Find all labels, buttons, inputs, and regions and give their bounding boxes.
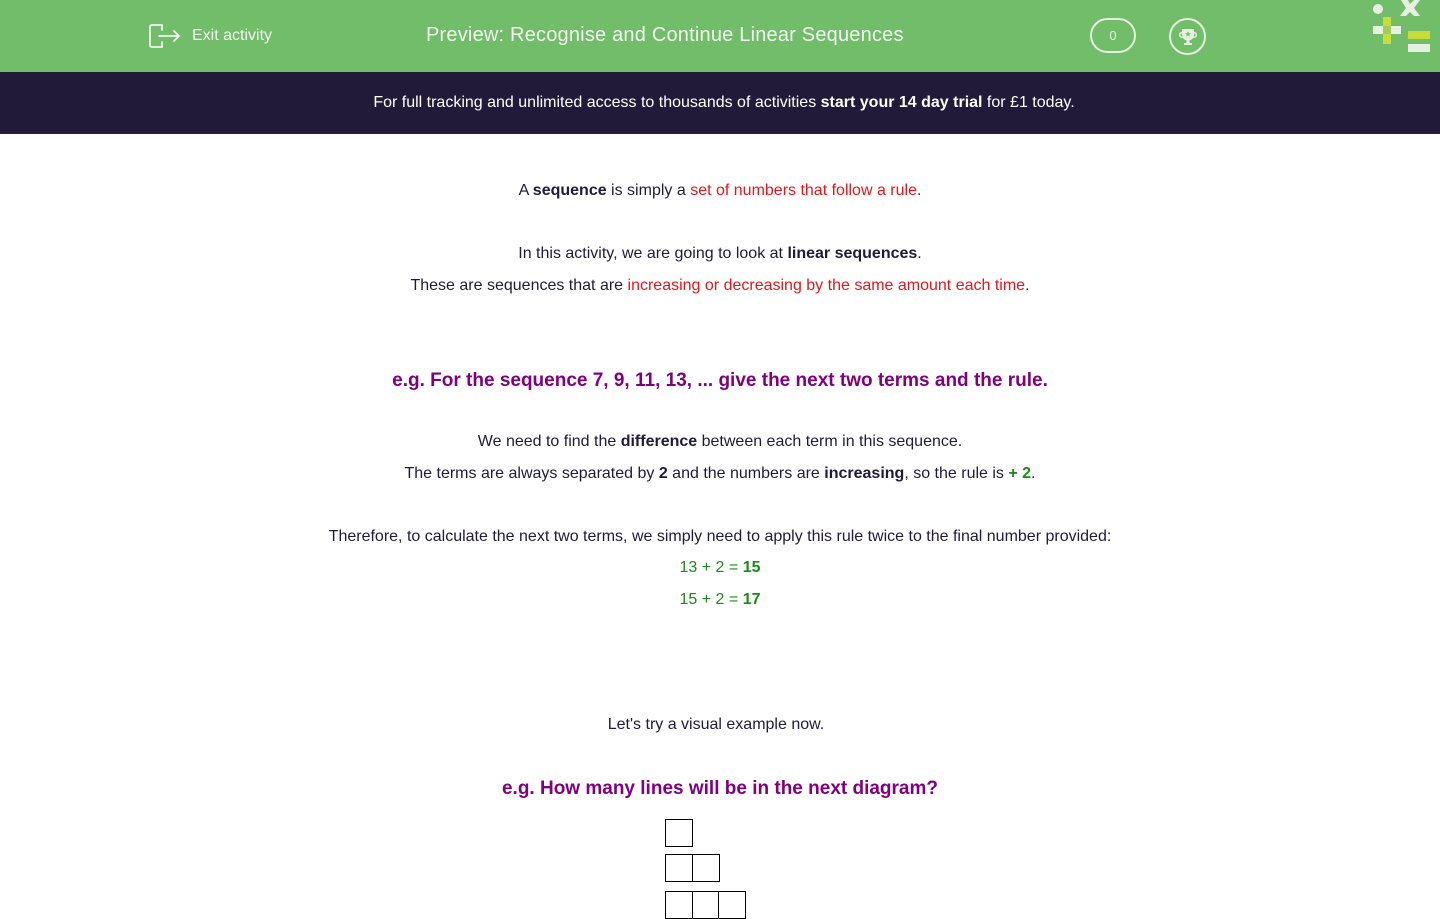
text: .	[917, 245, 922, 262]
top-bar	[0, 0, 1440, 72]
square	[665, 854, 693, 882]
score-badge: 0	[1090, 18, 1136, 53]
square	[692, 891, 720, 919]
pattern-2	[665, 854, 718, 882]
brand-logo-icon	[1368, 0, 1440, 56]
linear-definition	[0, 277, 1440, 295]
page-title: Preview: Recognise and Continue Linear Sequences	[426, 24, 904, 46]
keyword-increasing: increasing	[824, 465, 905, 482]
calc-expression: 13 + 2 =	[679, 559, 743, 576]
pattern-1	[665, 819, 692, 847]
text: between each term in this sequence.	[697, 433, 963, 450]
square	[718, 891, 746, 919]
apply-rule-paragraph: Therefore, to calculate the next two terms, we simply need to apply this rule twice to the final number provided:	[328, 528, 1112, 545]
highlight-definition: increasing or decreasing by the same amount each time	[627, 277, 1026, 294]
text: In this activity, we are going to look at	[518, 245, 788, 262]
linear-intro	[0, 245, 1440, 263]
calculation-1	[0, 559, 1440, 577]
text: The terms are always separated by	[404, 465, 659, 482]
text: A	[518, 182, 533, 199]
keyword-difference: difference	[620, 433, 698, 450]
exit-activity-button[interactable]	[148, 20, 272, 52]
text: and the numbers are	[667, 465, 825, 482]
highlight-definition: set of numbers that follow a rule	[690, 182, 917, 199]
text: is simply a	[606, 182, 691, 199]
text: These are sequences that are	[410, 277, 628, 294]
trophy-button[interactable]	[1169, 18, 1206, 55]
text: , so the rule is	[904, 465, 1009, 482]
calc-result: 17	[742, 591, 761, 608]
keyword-2: 2	[658, 465, 668, 482]
text: We need to find the	[477, 433, 621, 450]
text: .	[916, 182, 922, 199]
rule-paragraph	[0, 465, 1440, 483]
text: .	[1031, 465, 1036, 482]
trial-link[interactable]: start your 14 day trial	[820, 94, 983, 111]
square	[665, 819, 693, 847]
keyword-linear-sequences: linear sequences	[787, 245, 918, 262]
visual-intro: Let's try a visual example now.	[607, 716, 825, 733]
pattern-3	[665, 891, 745, 919]
banner-text-end: for £1 today.	[982, 94, 1075, 111]
exit-icon	[148, 21, 182, 51]
example-heading-1: e.g. For the sequence 7, 9, 11, 13, ... give the next two terms and the rule.	[392, 370, 1048, 391]
calc-result: 15	[742, 559, 761, 576]
trophy-icon	[1177, 26, 1199, 48]
text: .	[1025, 277, 1030, 294]
square	[665, 891, 693, 919]
banner-text: For full tracking and unlimited access to thousands of activities	[373, 94, 821, 111]
keyword-sequence: sequence	[532, 182, 607, 199]
intro-paragraph	[0, 182, 1440, 200]
trial-banner	[0, 72, 1440, 134]
calc-expression: 15 + 2 =	[679, 591, 743, 608]
calculation-2	[0, 591, 1440, 609]
difference-paragraph	[0, 433, 1440, 451]
rule-value: + 2	[1008, 465, 1032, 482]
exit-label: Exit activity	[192, 27, 273, 44]
square	[692, 854, 720, 882]
example-heading-2: e.g. How many lines will be in the next diagram?	[501, 778, 939, 799]
